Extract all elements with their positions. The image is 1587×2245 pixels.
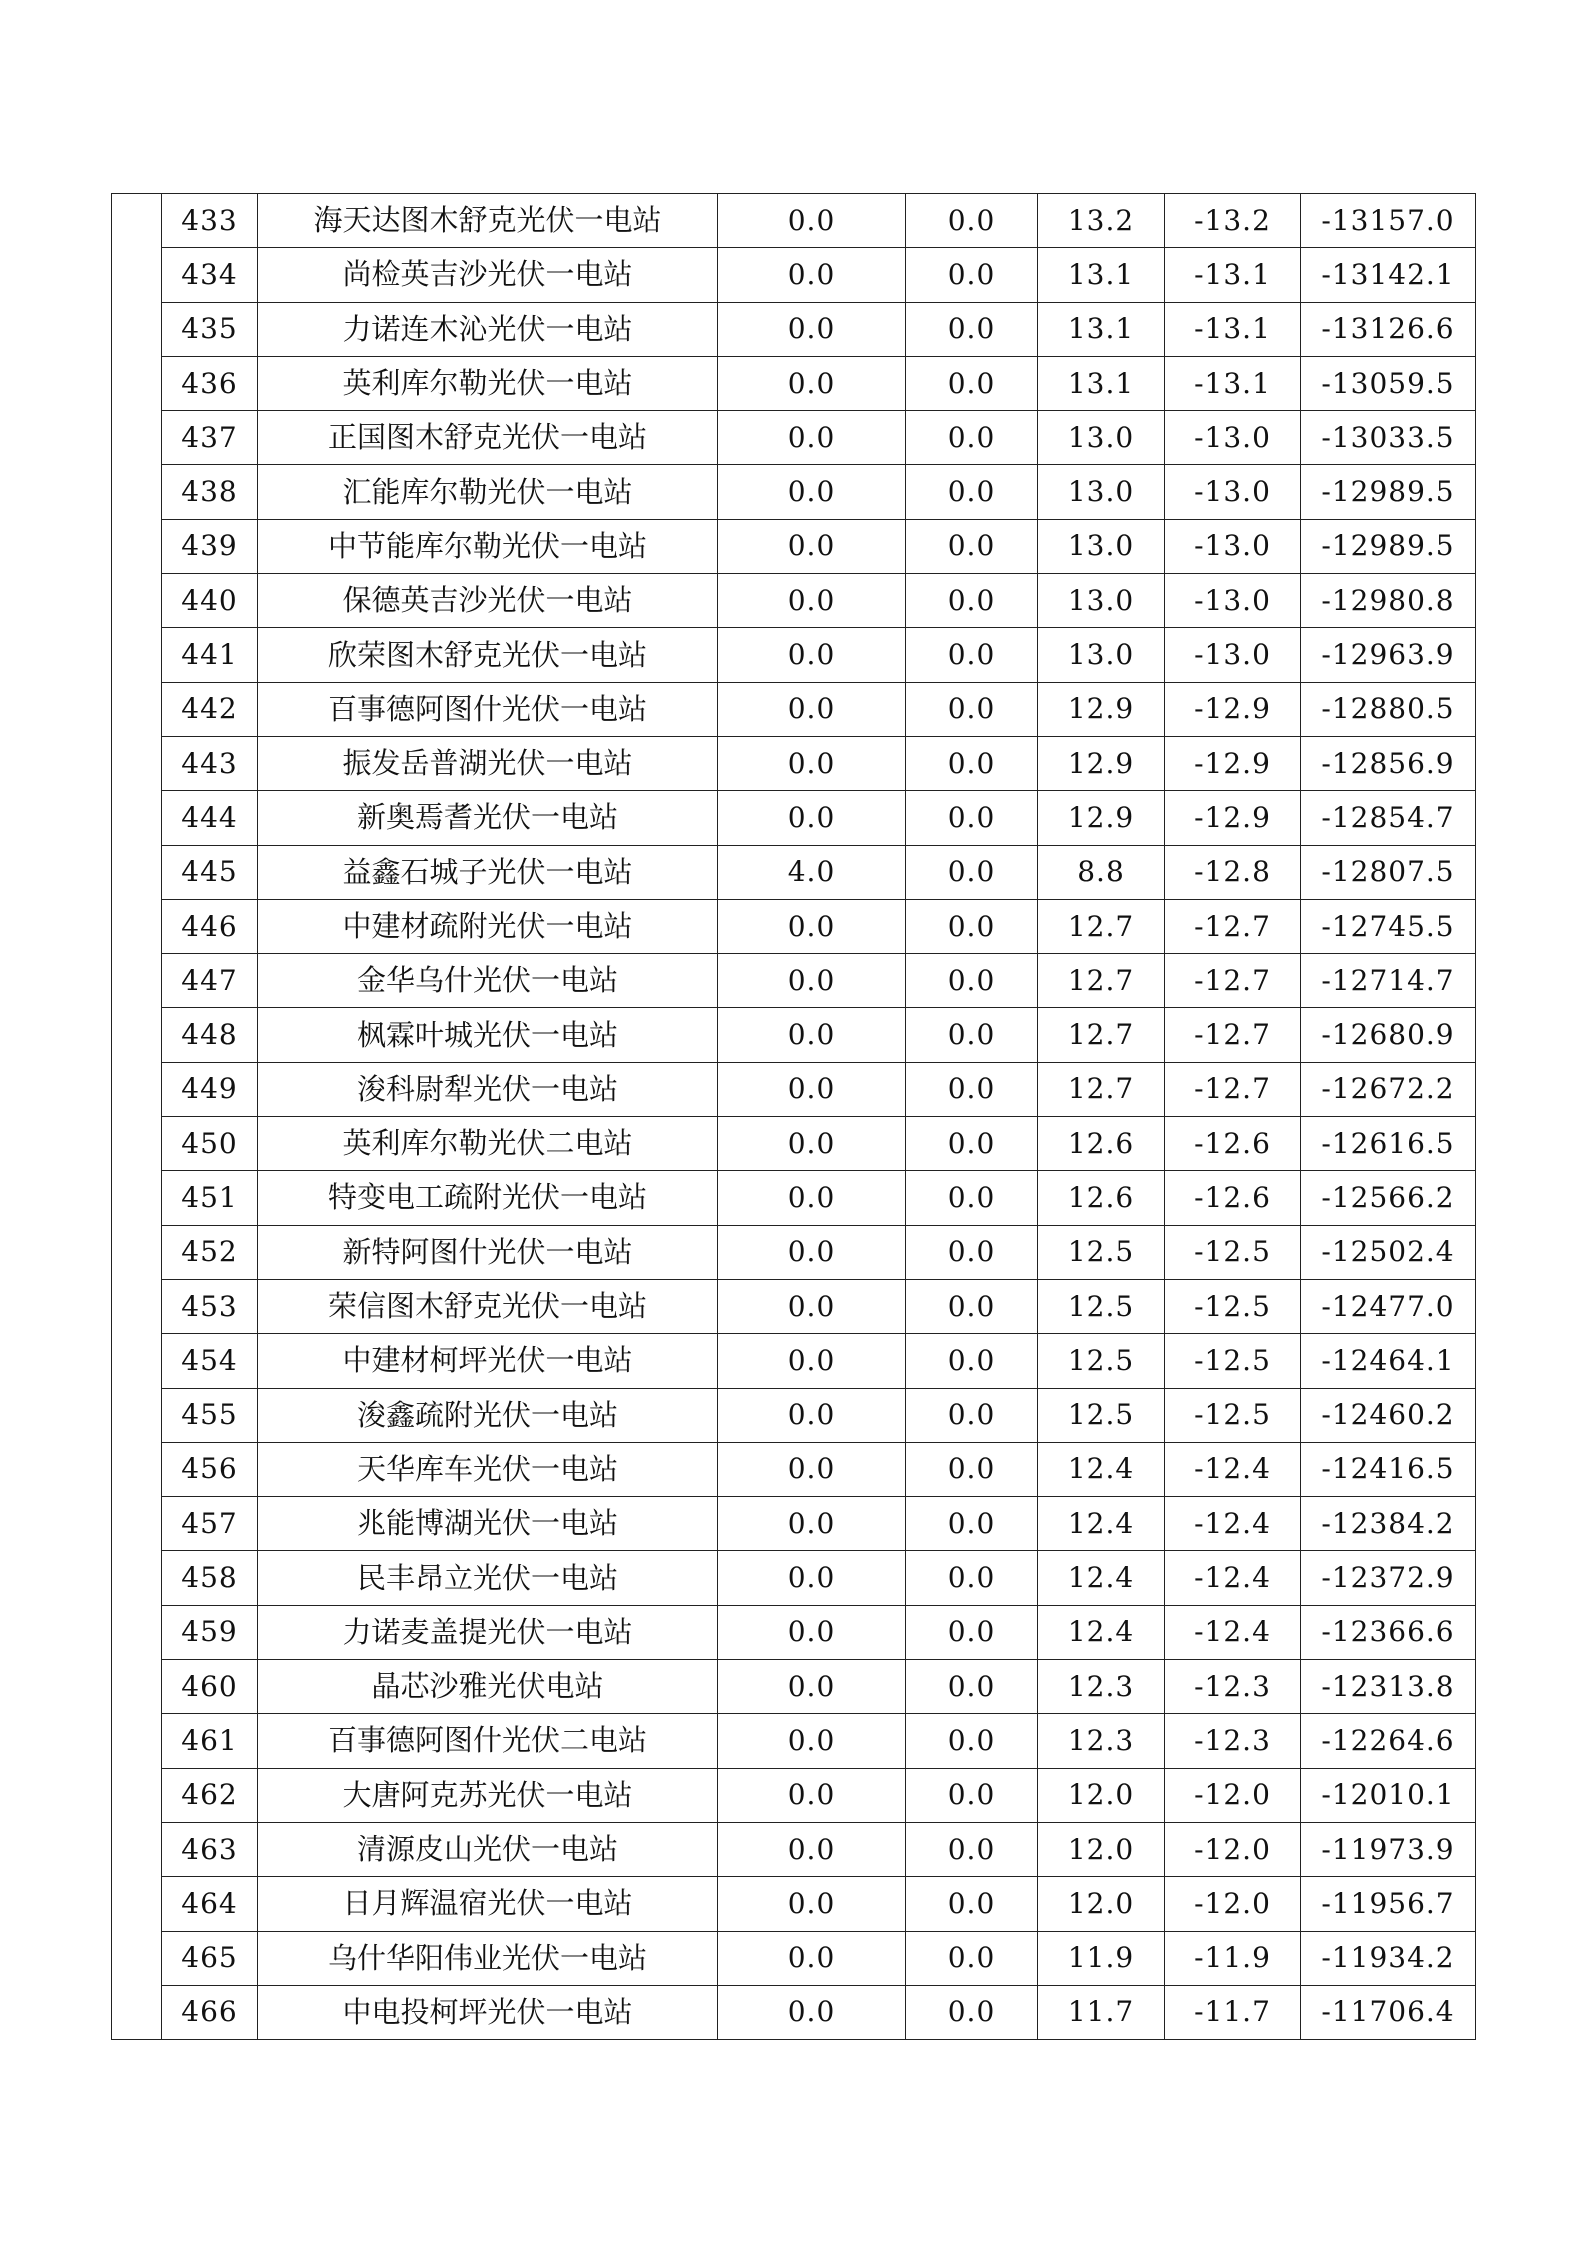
value-col-4: -12.9 (1165, 682, 1301, 736)
value-col-2: 0.0 (906, 519, 1038, 573)
value-col-4: -12.3 (1165, 1660, 1301, 1714)
value-col-5: -12416.5 (1301, 1442, 1476, 1496)
value-col-4: -13.0 (1165, 519, 1301, 573)
row-number: 463 (162, 1822, 258, 1876)
value-col-5: -12464.1 (1301, 1334, 1476, 1388)
table-row (112, 574, 1476, 628)
value-col-4: -12.4 (1165, 1497, 1301, 1551)
value-col-2: 0.0 (906, 1334, 1038, 1388)
value-col-5: -11956.7 (1301, 1877, 1476, 1931)
row-number: 442 (162, 682, 258, 736)
value-col-3: 12.4 (1038, 1551, 1165, 1605)
station-name: 荣信图木舒克光伏一电站 (258, 1279, 718, 1333)
station-name: 乌什华阳伟业光伏一电站 (258, 1931, 718, 1985)
value-col-3: 13.1 (1038, 302, 1165, 356)
value-col-3: 12.7 (1038, 1062, 1165, 1116)
value-col-5: -11973.9 (1301, 1822, 1476, 1876)
value-col-1: 0.0 (718, 1388, 906, 1442)
row-number: 459 (162, 1605, 258, 1659)
row-number: 455 (162, 1388, 258, 1442)
group-cell (112, 194, 162, 2040)
value-col-5: -12714.7 (1301, 954, 1476, 1008)
value-col-3: 13.0 (1038, 411, 1165, 465)
value-col-4: -13.2 (1165, 194, 1301, 248)
value-col-1: 0.0 (718, 1117, 906, 1171)
value-col-4: -12.5 (1165, 1388, 1301, 1442)
row-number: 449 (162, 1062, 258, 1116)
table-row (112, 1714, 1476, 1768)
value-col-1: 0.0 (718, 1931, 906, 1985)
row-number: 461 (162, 1714, 258, 1768)
value-col-4: -13.0 (1165, 465, 1301, 519)
value-col-1: 0.0 (718, 1442, 906, 1496)
value-col-4: -12.6 (1165, 1117, 1301, 1171)
value-col-4: -12.7 (1165, 954, 1301, 1008)
table-row (112, 1117, 1476, 1171)
station-name: 正国图木舒克光伏一电站 (258, 411, 718, 465)
value-col-3: 12.7 (1038, 899, 1165, 953)
value-col-3: 13.0 (1038, 465, 1165, 519)
table-row (112, 736, 1476, 790)
value-col-1: 0.0 (718, 736, 906, 790)
table-row (112, 194, 1476, 248)
value-col-2: 0.0 (906, 1985, 1038, 2039)
table-row (112, 1985, 1476, 2039)
value-col-3: 12.9 (1038, 791, 1165, 845)
value-col-3: 12.5 (1038, 1334, 1165, 1388)
value-col-5: -12963.9 (1301, 628, 1476, 682)
station-name: 晶芯沙雅光伏电站 (258, 1660, 718, 1714)
value-col-5: -12264.6 (1301, 1714, 1476, 1768)
row-number: 457 (162, 1497, 258, 1551)
value-col-1: 0.0 (718, 1822, 906, 1876)
value-col-3: 12.5 (1038, 1279, 1165, 1333)
value-col-2: 0.0 (906, 1442, 1038, 1496)
row-number: 466 (162, 1985, 258, 2039)
value-col-2: 0.0 (906, 1931, 1038, 1985)
value-col-2: 0.0 (906, 1279, 1038, 1333)
value-col-5: -12616.5 (1301, 1117, 1476, 1171)
value-col-2: 0.0 (906, 1171, 1038, 1225)
value-col-4: -13.1 (1165, 248, 1301, 302)
row-number: 436 (162, 356, 258, 410)
station-name: 清源皮山光伏一电站 (258, 1822, 718, 1876)
row-number: 438 (162, 465, 258, 519)
value-col-4: -12.5 (1165, 1334, 1301, 1388)
table-row (112, 1497, 1476, 1551)
value-col-2: 0.0 (906, 899, 1038, 953)
station-name: 海天达图木舒克光伏一电站 (258, 194, 718, 248)
station-name: 力诺麦盖提光伏一电站 (258, 1605, 718, 1659)
value-col-1: 0.0 (718, 356, 906, 410)
table-row (112, 899, 1476, 953)
value-col-3: 12.6 (1038, 1117, 1165, 1171)
value-col-5: -13059.5 (1301, 356, 1476, 410)
value-col-1: 0.0 (718, 1062, 906, 1116)
value-col-5: -12477.0 (1301, 1279, 1476, 1333)
station-name: 汇能库尔勒光伏一电站 (258, 465, 718, 519)
row-number: 434 (162, 248, 258, 302)
value-col-5: -13033.5 (1301, 411, 1476, 465)
value-col-4: -12.5 (1165, 1225, 1301, 1279)
value-col-2: 0.0 (906, 845, 1038, 899)
station-name: 兆能博湖光伏一电站 (258, 1497, 718, 1551)
value-col-1: 0.0 (718, 194, 906, 248)
station-name: 英利库尔勒光伏二电站 (258, 1117, 718, 1171)
value-col-4: -12.0 (1165, 1822, 1301, 1876)
value-col-5: -13157.0 (1301, 194, 1476, 248)
table-row (112, 791, 1476, 845)
value-col-2: 0.0 (906, 1714, 1038, 1768)
value-col-1: 0.0 (718, 1008, 906, 1062)
value-col-5: -12989.5 (1301, 465, 1476, 519)
value-col-4: -12.9 (1165, 791, 1301, 845)
row-number: 454 (162, 1334, 258, 1388)
station-name: 中电投柯坪光伏一电站 (258, 1985, 718, 2039)
value-col-5: -13126.6 (1301, 302, 1476, 356)
station-name: 金华乌什光伏一电站 (258, 954, 718, 1008)
value-col-5: -12856.9 (1301, 736, 1476, 790)
value-col-1: 0.0 (718, 1660, 906, 1714)
table-row (112, 1768, 1476, 1822)
value-col-4: -12.3 (1165, 1714, 1301, 1768)
value-col-4: -12.0 (1165, 1768, 1301, 1822)
value-col-4: -11.7 (1165, 1985, 1301, 2039)
value-col-3: 8.8 (1038, 845, 1165, 899)
value-col-1: 0.0 (718, 682, 906, 736)
value-col-3: 12.5 (1038, 1388, 1165, 1442)
station-name: 新奥焉耆光伏一电站 (258, 791, 718, 845)
value-col-2: 0.0 (906, 1062, 1038, 1116)
value-col-4: -13.0 (1165, 628, 1301, 682)
value-col-2: 0.0 (906, 574, 1038, 628)
table-row (112, 1008, 1476, 1062)
value-col-2: 0.0 (906, 194, 1038, 248)
table-row (112, 1877, 1476, 1931)
value-col-3: 12.0 (1038, 1822, 1165, 1876)
value-col-3: 12.0 (1038, 1768, 1165, 1822)
row-number: 439 (162, 519, 258, 573)
value-col-1: 0.0 (718, 1605, 906, 1659)
table-row (112, 628, 1476, 682)
value-col-1: 0.0 (718, 1714, 906, 1768)
value-col-1: 0.0 (718, 302, 906, 356)
row-number: 464 (162, 1877, 258, 1931)
value-col-1: 0.0 (718, 954, 906, 1008)
station-name: 振发岳普湖光伏一电站 (258, 736, 718, 790)
value-col-3: 13.1 (1038, 356, 1165, 410)
value-col-5: -12566.2 (1301, 1171, 1476, 1225)
table-row (112, 682, 1476, 736)
value-col-2: 0.0 (906, 682, 1038, 736)
value-col-3: 12.3 (1038, 1660, 1165, 1714)
station-name: 枫霖叶城光伏一电站 (258, 1008, 718, 1062)
value-col-2: 0.0 (906, 356, 1038, 410)
data-table (111, 193, 1476, 2040)
value-col-3: 12.9 (1038, 682, 1165, 736)
station-name: 中建材柯坪光伏一电站 (258, 1334, 718, 1388)
station-name: 保德英吉沙光伏一电站 (258, 574, 718, 628)
value-col-1: 0.0 (718, 1985, 906, 2039)
value-col-2: 0.0 (906, 1822, 1038, 1876)
value-col-4: -12.4 (1165, 1442, 1301, 1496)
value-col-3: 12.9 (1038, 736, 1165, 790)
table-row (112, 519, 1476, 573)
value-col-1: 0.0 (718, 411, 906, 465)
value-col-1: 0.0 (718, 628, 906, 682)
value-col-2: 0.0 (906, 1497, 1038, 1551)
row-number: 460 (162, 1660, 258, 1714)
station-name: 百事德阿图什光伏一电站 (258, 682, 718, 736)
table-row (112, 1605, 1476, 1659)
value-col-5: -13142.1 (1301, 248, 1476, 302)
row-number: 446 (162, 899, 258, 953)
table-body (112, 194, 1476, 2040)
value-col-5: -12989.5 (1301, 519, 1476, 573)
row-number: 448 (162, 1008, 258, 1062)
row-number: 437 (162, 411, 258, 465)
value-col-3: 13.1 (1038, 248, 1165, 302)
value-col-3: 11.7 (1038, 1985, 1165, 2039)
table-row (112, 1551, 1476, 1605)
value-col-3: 13.0 (1038, 519, 1165, 573)
table-row (112, 1388, 1476, 1442)
value-col-4: -12.5 (1165, 1279, 1301, 1333)
value-col-2: 0.0 (906, 1117, 1038, 1171)
row-number: 462 (162, 1768, 258, 1822)
row-number: 458 (162, 1551, 258, 1605)
table-row (112, 1442, 1476, 1496)
value-col-2: 0.0 (906, 736, 1038, 790)
value-col-3: 12.0 (1038, 1877, 1165, 1931)
table-row (112, 1822, 1476, 1876)
value-col-3: 13.0 (1038, 574, 1165, 628)
station-name: 英利库尔勒光伏一电站 (258, 356, 718, 410)
value-col-2: 0.0 (906, 1388, 1038, 1442)
station-name: 日月辉温宿光伏一电站 (258, 1877, 718, 1931)
station-name: 欣荣图木舒克光伏一电站 (258, 628, 718, 682)
station-name: 尚检英吉沙光伏一电站 (258, 248, 718, 302)
table-row (112, 1225, 1476, 1279)
value-col-2: 0.0 (906, 1225, 1038, 1279)
table-row (112, 1931, 1476, 1985)
value-col-4: -12.7 (1165, 899, 1301, 953)
value-col-2: 0.0 (906, 302, 1038, 356)
value-col-1: 0.0 (718, 791, 906, 845)
value-col-5: -12672.2 (1301, 1062, 1476, 1116)
value-col-1: 0.0 (718, 465, 906, 519)
value-col-5: -12372.9 (1301, 1551, 1476, 1605)
value-col-3: 11.9 (1038, 1931, 1165, 1985)
station-name: 天华库车光伏一电站 (258, 1442, 718, 1496)
value-col-3: 12.4 (1038, 1605, 1165, 1659)
row-number: 433 (162, 194, 258, 248)
value-col-5: -12366.6 (1301, 1605, 1476, 1659)
value-col-3: 12.7 (1038, 954, 1165, 1008)
value-col-1: 0.0 (718, 899, 906, 953)
value-col-4: -13.0 (1165, 574, 1301, 628)
row-number: 443 (162, 736, 258, 790)
value-col-1: 0.0 (718, 519, 906, 573)
row-number: 445 (162, 845, 258, 899)
table-row (112, 411, 1476, 465)
value-col-1: 0.0 (718, 1877, 906, 1931)
value-col-2: 0.0 (906, 954, 1038, 1008)
value-col-1: 0.0 (718, 1768, 906, 1822)
value-col-2: 0.0 (906, 411, 1038, 465)
row-number: 451 (162, 1171, 258, 1225)
value-col-3: 12.7 (1038, 1008, 1165, 1062)
value-col-1: 0.0 (718, 1334, 906, 1388)
value-col-1: 4.0 (718, 845, 906, 899)
value-col-5: -12854.7 (1301, 791, 1476, 845)
value-col-5: -12313.8 (1301, 1660, 1476, 1714)
value-col-5: -12745.5 (1301, 899, 1476, 953)
table-row (112, 954, 1476, 1008)
value-col-2: 0.0 (906, 1660, 1038, 1714)
value-col-2: 0.0 (906, 248, 1038, 302)
value-col-3: 13.0 (1038, 628, 1165, 682)
value-col-2: 0.0 (906, 1551, 1038, 1605)
value-col-4: -12.7 (1165, 1062, 1301, 1116)
table-row (112, 356, 1476, 410)
station-name: 百事德阿图什光伏二电站 (258, 1714, 718, 1768)
table-row (112, 1062, 1476, 1116)
station-name: 力诺连木沁光伏一电站 (258, 302, 718, 356)
table-row (112, 1279, 1476, 1333)
value-col-2: 0.0 (906, 1768, 1038, 1822)
value-col-4: -13.0 (1165, 411, 1301, 465)
value-col-3: 12.3 (1038, 1714, 1165, 1768)
value-col-1: 0.0 (718, 1551, 906, 1605)
value-col-2: 0.0 (906, 465, 1038, 519)
station-name: 益鑫石城子光伏一电站 (258, 845, 718, 899)
value-col-2: 0.0 (906, 791, 1038, 845)
value-col-4: -12.9 (1165, 736, 1301, 790)
value-col-1: 0.0 (718, 1279, 906, 1333)
value-col-3: 12.5 (1038, 1225, 1165, 1279)
value-col-3: 12.6 (1038, 1171, 1165, 1225)
station-name: 浚鑫疏附光伏一电站 (258, 1388, 718, 1442)
table-row (112, 465, 1476, 519)
value-col-2: 0.0 (906, 1008, 1038, 1062)
value-col-1: 0.0 (718, 574, 906, 628)
value-col-5: -12460.2 (1301, 1388, 1476, 1442)
value-col-3: 12.4 (1038, 1497, 1165, 1551)
row-number: 447 (162, 954, 258, 1008)
table-row (112, 845, 1476, 899)
row-number: 453 (162, 1279, 258, 1333)
value-col-1: 0.0 (718, 1225, 906, 1279)
row-number: 456 (162, 1442, 258, 1496)
row-number: 441 (162, 628, 258, 682)
table-row (112, 1334, 1476, 1388)
value-col-5: -12384.2 (1301, 1497, 1476, 1551)
station-name: 新特阿图什光伏一电站 (258, 1225, 718, 1279)
value-col-4: -12.8 (1165, 845, 1301, 899)
row-number: 435 (162, 302, 258, 356)
station-name: 中建材疏附光伏一电站 (258, 899, 718, 953)
value-col-4: -13.1 (1165, 302, 1301, 356)
station-name: 大唐阿克苏光伏一电站 (258, 1768, 718, 1822)
value-col-5: -12010.1 (1301, 1768, 1476, 1822)
table-row (112, 1660, 1476, 1714)
station-name: 浚科尉犁光伏一电站 (258, 1062, 718, 1116)
value-col-5: -11934.2 (1301, 1931, 1476, 1985)
row-number: 452 (162, 1225, 258, 1279)
value-col-5: -12502.4 (1301, 1225, 1476, 1279)
value-col-4: -12.0 (1165, 1877, 1301, 1931)
value-col-1: 0.0 (718, 248, 906, 302)
value-col-4: -12.4 (1165, 1605, 1301, 1659)
value-col-5: -12980.8 (1301, 574, 1476, 628)
value-col-1: 0.0 (718, 1497, 906, 1551)
station-name: 中节能库尔勒光伏一电站 (258, 519, 718, 573)
value-col-4: -12.6 (1165, 1171, 1301, 1225)
value-col-5: -12680.9 (1301, 1008, 1476, 1062)
row-number: 440 (162, 574, 258, 628)
row-number: 450 (162, 1117, 258, 1171)
station-name: 特变电工疏附光伏一电站 (258, 1171, 718, 1225)
table-row (112, 248, 1476, 302)
value-col-4: -11.9 (1165, 1931, 1301, 1985)
value-col-3: 13.2 (1038, 194, 1165, 248)
value-col-2: 0.0 (906, 628, 1038, 682)
value-col-5: -12880.5 (1301, 682, 1476, 736)
value-col-5: -11706.4 (1301, 1985, 1476, 2039)
value-col-5: -12807.5 (1301, 845, 1476, 899)
station-name: 民丰昂立光伏一电站 (258, 1551, 718, 1605)
value-col-4: -12.7 (1165, 1008, 1301, 1062)
value-col-1: 0.0 (718, 1171, 906, 1225)
table-row (112, 1171, 1476, 1225)
table-row (112, 302, 1476, 356)
value-col-4: -13.1 (1165, 356, 1301, 410)
value-col-2: 0.0 (906, 1877, 1038, 1931)
value-col-4: -12.4 (1165, 1551, 1301, 1605)
row-number: 465 (162, 1931, 258, 1985)
value-col-3: 12.4 (1038, 1442, 1165, 1496)
row-number: 444 (162, 791, 258, 845)
value-col-2: 0.0 (906, 1605, 1038, 1659)
